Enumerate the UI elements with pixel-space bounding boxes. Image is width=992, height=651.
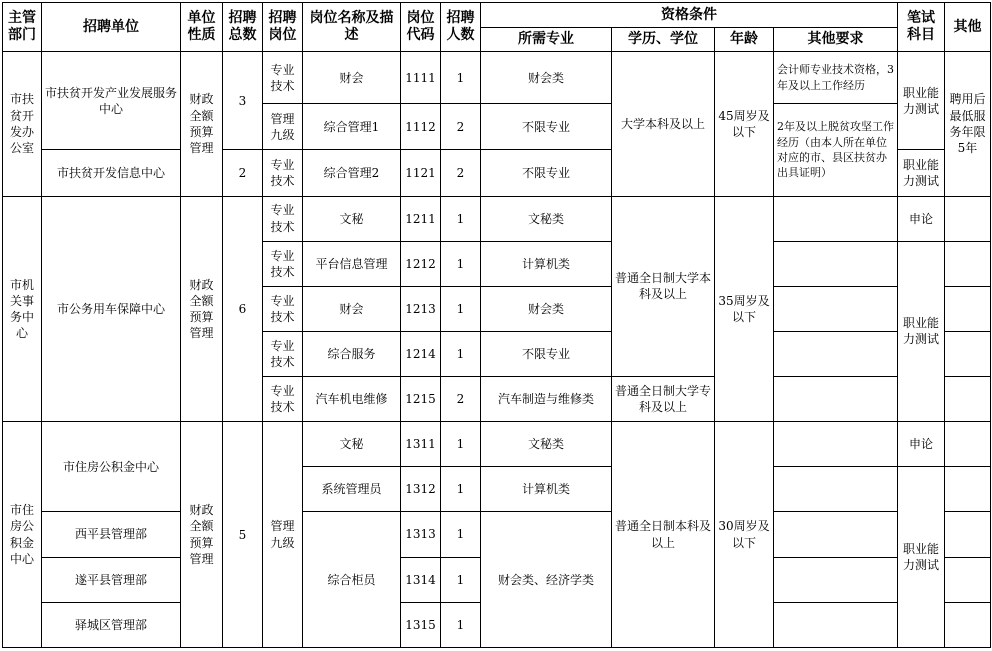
- post-name-cell: 平台信息管理: [303, 241, 401, 286]
- other-cell: [945, 602, 991, 647]
- count-cell: 1: [441, 512, 481, 557]
- major-cell: 不限专业: [481, 331, 612, 376]
- header-qualification: 资格条件: [481, 3, 898, 28]
- code-cell: 1314: [401, 557, 441, 602]
- other-cell: [945, 512, 991, 557]
- post-name-cell: 文秘: [303, 422, 401, 467]
- major-cell: 不限专业: [481, 104, 612, 150]
- dept-cell: 市扶贫开发办公室: [3, 52, 42, 196]
- post-name-cell: 汽车机电维修: [303, 377, 401, 422]
- other-req-cell: [774, 422, 898, 467]
- other-req-cell: [774, 602, 898, 647]
- count-cell: 1: [441, 52, 481, 104]
- count-cell: 1: [441, 602, 481, 647]
- header-dept: 主管部门: [3, 3, 42, 52]
- total-cell: 3: [223, 52, 263, 150]
- post-cell: 专业技术: [263, 331, 303, 376]
- header-exam: 笔试科目: [898, 3, 945, 52]
- degree-cell: 普通全日制大学专科及以上: [612, 377, 715, 422]
- unit-cell: 遂平县管理部: [42, 557, 181, 602]
- table-row: [3, 512, 991, 557]
- header-age: 年龄: [715, 28, 774, 52]
- other-cell: [945, 286, 991, 331]
- other-cell: [945, 196, 991, 241]
- header-nature: 单位性质: [181, 3, 223, 52]
- code-cell: 1214: [401, 331, 441, 376]
- nature-cell: 财政全额预算管理: [181, 196, 223, 422]
- other-cell: [945, 331, 991, 376]
- header-post-name: 岗位名称及描述: [303, 3, 401, 52]
- count-cell: 2: [441, 150, 481, 196]
- count-cell: 1: [441, 196, 481, 241]
- header-post: 招聘岗位: [263, 3, 303, 52]
- major-cell: 财会类: [481, 52, 612, 104]
- header-other: 其他: [945, 3, 991, 52]
- major-cell: 文秘类: [481, 196, 612, 241]
- code-cell: 1213: [401, 286, 441, 331]
- count-cell: 2: [441, 377, 481, 422]
- other-cell: [945, 377, 991, 422]
- code-cell: 1121: [401, 150, 441, 196]
- total-cell: 5: [223, 422, 263, 648]
- code-cell: 1112: [401, 104, 441, 150]
- header-code: 岗位代码: [401, 3, 441, 52]
- major-cell: 财会类: [481, 286, 612, 331]
- table-row: [3, 422, 991, 467]
- other-req-cell: [774, 196, 898, 241]
- post-cell: 专业技术: [263, 52, 303, 104]
- header-count: 招聘人数: [441, 3, 481, 52]
- exam-cell: 职业能力测试: [898, 467, 945, 648]
- other-cell: [945, 557, 991, 602]
- header-degree: 学历、学位: [612, 28, 715, 52]
- count-cell: 1: [441, 557, 481, 602]
- total-cell: 6: [223, 196, 263, 422]
- age-cell: 45周岁及以下: [715, 52, 774, 196]
- dept-cell: 市住房公积金中心: [3, 422, 42, 648]
- major-cell: 文秘类: [481, 422, 612, 467]
- other-cell: [945, 422, 991, 467]
- unit-cell: 市公务用车保障中心: [42, 196, 181, 422]
- count-cell: 1: [441, 331, 481, 376]
- dept-cell: 市机关事务中心: [3, 196, 42, 422]
- post-cell: 专业技术: [263, 286, 303, 331]
- table-row: [3, 52, 991, 104]
- other-req-cell: [774, 557, 898, 602]
- nature-cell: 财政全额预算管理: [181, 52, 223, 196]
- other-cell: [945, 241, 991, 286]
- header-unit: 招聘单位: [42, 3, 181, 52]
- code-cell: 1211: [401, 196, 441, 241]
- age-cell: 30周岁及以下: [715, 422, 774, 648]
- other-req-cell: [774, 331, 898, 376]
- count-cell: 1: [441, 467, 481, 512]
- count-cell: 1: [441, 286, 481, 331]
- nature-cell: 财政全额预算管理: [181, 422, 223, 648]
- header-other-req: 其他要求: [774, 28, 898, 52]
- post-cell: 专业技术: [263, 241, 303, 286]
- unit-cell: 市扶贫开发产业发展服务中心: [42, 52, 181, 150]
- post-name-cell: 综合服务: [303, 331, 401, 376]
- unit-cell: 驿城区管理部: [42, 602, 181, 647]
- major-cell: 计算机类: [481, 241, 612, 286]
- code-cell: 1111: [401, 52, 441, 104]
- code-cell: 1312: [401, 467, 441, 512]
- post-name-cell: 文秘: [303, 196, 401, 241]
- degree-cell: 大学本科及以上: [612, 52, 715, 196]
- unit-cell: 市扶贫开发信息中心: [42, 150, 181, 196]
- other-req-cell: 会计师专业技术资格，3年及以上工作经历: [774, 52, 898, 104]
- major-cell: 计算机类: [481, 467, 612, 512]
- exam-cell: 职业能力测试: [898, 52, 945, 150]
- post-name-cell: 综合柜员: [303, 512, 401, 648]
- header-total: 招聘总数: [223, 3, 263, 52]
- post-cell: 专业技术: [263, 377, 303, 422]
- major-cell: 财会类、经济学类: [481, 512, 612, 648]
- post-cell: 管理九级: [263, 422, 303, 648]
- count-cell: 1: [441, 422, 481, 467]
- post-cell: 专业技术: [263, 196, 303, 241]
- unit-cell: 西平县管理部: [42, 512, 181, 557]
- exam-cell: 申论: [898, 196, 945, 241]
- post-name-cell: 财会: [303, 52, 401, 104]
- unit-cell: 市住房公积金中心: [42, 422, 181, 512]
- other-cell: 聘用后最低服务年限5年: [945, 52, 991, 196]
- code-cell: 1313: [401, 512, 441, 557]
- count-cell: 2: [441, 104, 481, 150]
- other-req-cell: [774, 286, 898, 331]
- code-cell: 1311: [401, 422, 441, 467]
- post-cell: 专业技术: [263, 150, 303, 196]
- count-cell: 1: [441, 241, 481, 286]
- post-name-cell: 财会: [303, 286, 401, 331]
- post-name-cell: 综合管理2: [303, 150, 401, 196]
- exam-cell: 职业能力测试: [898, 241, 945, 422]
- post-name-cell: 综合管理1: [303, 104, 401, 150]
- degree-cell: 普通全日制本科及以上: [612, 422, 715, 648]
- other-req-cell: [774, 377, 898, 422]
- other-req-cell: [774, 512, 898, 557]
- post-name-cell: 系统管理员: [303, 467, 401, 512]
- other-req-cell: [774, 467, 898, 512]
- age-cell: 35周岁及以下: [715, 196, 774, 422]
- header-major: 所需专业: [481, 28, 612, 52]
- code-cell: 1315: [401, 602, 441, 647]
- other-req-cell: [774, 241, 898, 286]
- post-cell: 管理九级: [263, 104, 303, 150]
- exam-cell: 职业能力测试: [898, 150, 945, 196]
- code-cell: 1212: [401, 241, 441, 286]
- other-req-cell: 2年及以上脱贫攻坚工作经历（由本人所在单位对应的市、县区扶贫办出具证明）: [774, 104, 898, 196]
- total-cell: 2: [223, 150, 263, 196]
- table-row: [3, 196, 991, 241]
- other-cell: [945, 467, 991, 512]
- major-cell: 汽车制造与维修类: [481, 377, 612, 422]
- major-cell: 不限专业: [481, 150, 612, 196]
- exam-cell: 申论: [898, 422, 945, 467]
- degree-cell: 普通全日制大学本科及以上: [612, 196, 715, 377]
- recruitment-table: [2, 2, 991, 648]
- code-cell: 1215: [401, 377, 441, 422]
